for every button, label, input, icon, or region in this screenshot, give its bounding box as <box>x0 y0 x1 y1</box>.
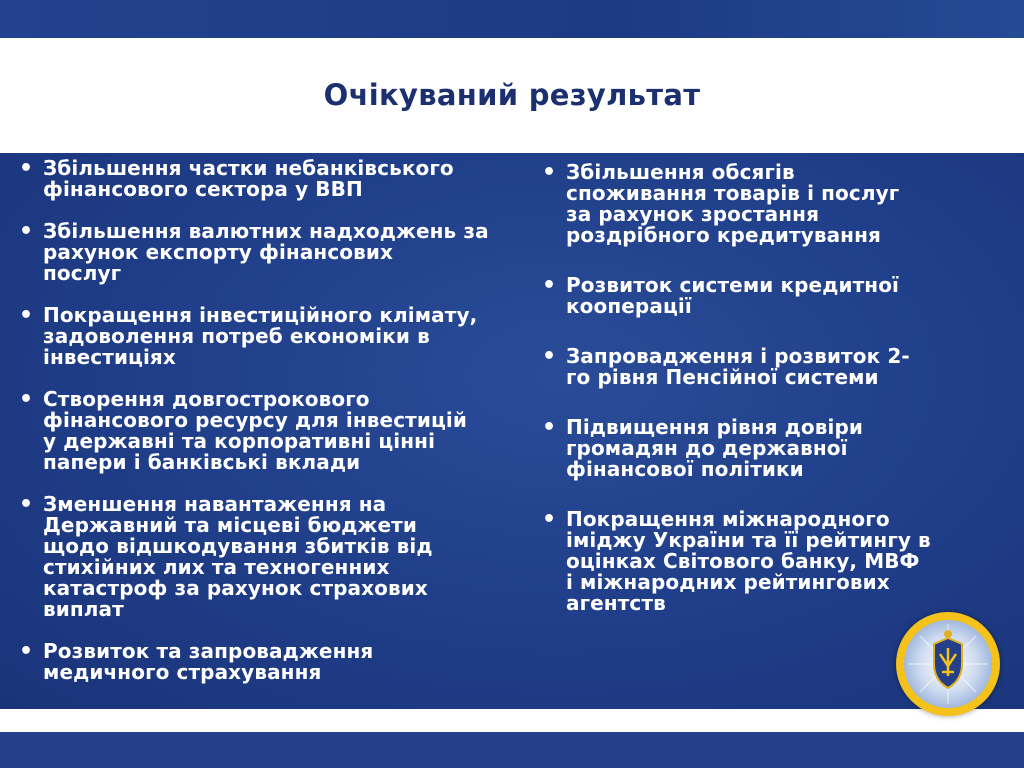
list-item <box>541 346 963 388</box>
item-line: Збільшення валютних надходжень за <box>43 219 489 243</box>
item-line: оцінках Світового банку, МВФ <box>566 549 920 573</box>
top-band <box>0 0 1024 38</box>
left-column <box>18 153 532 704</box>
list-item <box>541 417 963 480</box>
left-bullet-list <box>18 158 532 683</box>
bullet-icon: • <box>542 344 557 369</box>
item-line: стихійних лих та техногенних <box>43 555 390 579</box>
list-item <box>541 162 963 246</box>
content-area <box>0 153 1024 709</box>
bullet-icon: • <box>19 219 34 244</box>
item-line: споживання товарів і послуг <box>566 181 900 205</box>
list-item <box>18 641 532 683</box>
item-line: Розвиток та запровадження <box>43 639 374 663</box>
bottom-band <box>0 732 1024 768</box>
item-line: інвестиціях <box>43 345 176 369</box>
item-line: фінансового ресурсу для інвестицій <box>43 408 467 432</box>
item-line: задоволення потреб економіки в <box>43 324 430 348</box>
item-line: Покращення міжнародного <box>566 507 890 531</box>
item-line: медичного страхування <box>43 660 322 684</box>
list-item <box>18 221 532 284</box>
item-line: агентств <box>566 591 666 615</box>
bullet-icon: • <box>19 156 34 181</box>
item-line: послуг <box>43 261 122 285</box>
item-line: щодо відшкодування збитків від <box>43 534 433 558</box>
emblem-graphic <box>904 620 992 708</box>
item-line: Державний та місцеві бюджети <box>43 513 417 537</box>
item-line: іміджу України та її рейтингу в <box>566 528 931 552</box>
bullet-icon: • <box>19 387 34 412</box>
item-line: виплат <box>43 597 124 621</box>
item-line: за рахунок зростання <box>566 202 820 226</box>
list-item <box>541 509 963 614</box>
item-line: рахунок експорту фінансових <box>43 240 394 264</box>
bullet-icon: • <box>542 273 557 298</box>
item-line: і міжнародних рейтингових <box>566 570 890 594</box>
item-line: громадян до державної <box>566 436 848 460</box>
bullet-icon: • <box>19 303 34 328</box>
item-line: го рівня Пенсійної системи <box>566 365 879 389</box>
item-line: катастроф за рахунок страхових <box>43 576 428 600</box>
right-bullet-list <box>541 162 963 614</box>
item-line: Розвиток системи кредитної <box>566 273 899 297</box>
seal-inner <box>904 620 992 708</box>
item-line: Зменшення навантаження на <box>43 492 387 516</box>
item-line: Запровадження і розвиток 2- <box>566 344 910 368</box>
item-line: кооперації <box>566 294 692 318</box>
page-title: Очікуваний результат <box>323 78 701 112</box>
emblem-seal-icon <box>896 612 1000 716</box>
item-line: Збільшення обсягів <box>566 160 795 184</box>
bullet-icon: • <box>19 639 34 664</box>
item-line: Підвищення рівня довіри <box>566 415 864 439</box>
bullet-icon: • <box>542 160 557 185</box>
footer-strip <box>0 709 1024 732</box>
list-item <box>18 158 532 200</box>
bullet-icon: • <box>19 492 34 517</box>
item-line: Покращення інвестиційного клімату, <box>43 303 478 327</box>
item-line: фінансової політики <box>566 457 804 481</box>
list-item <box>18 389 532 473</box>
bullet-icon: • <box>542 507 557 532</box>
item-line: папери і банківські вклади <box>43 450 361 474</box>
list-item <box>541 275 963 317</box>
item-line: Збільшення частки небанківського <box>43 156 454 180</box>
right-column <box>541 153 963 643</box>
item-line: у державні та корпоративні цінні <box>43 429 436 453</box>
list-item <box>18 494 532 620</box>
item-line: роздрібного кредитування <box>566 223 881 247</box>
item-line: Створення довгострокового <box>43 387 370 411</box>
list-item <box>18 305 532 368</box>
bullet-icon: • <box>542 415 557 440</box>
item-line: фінансового сектора у ВВП <box>43 177 363 201</box>
